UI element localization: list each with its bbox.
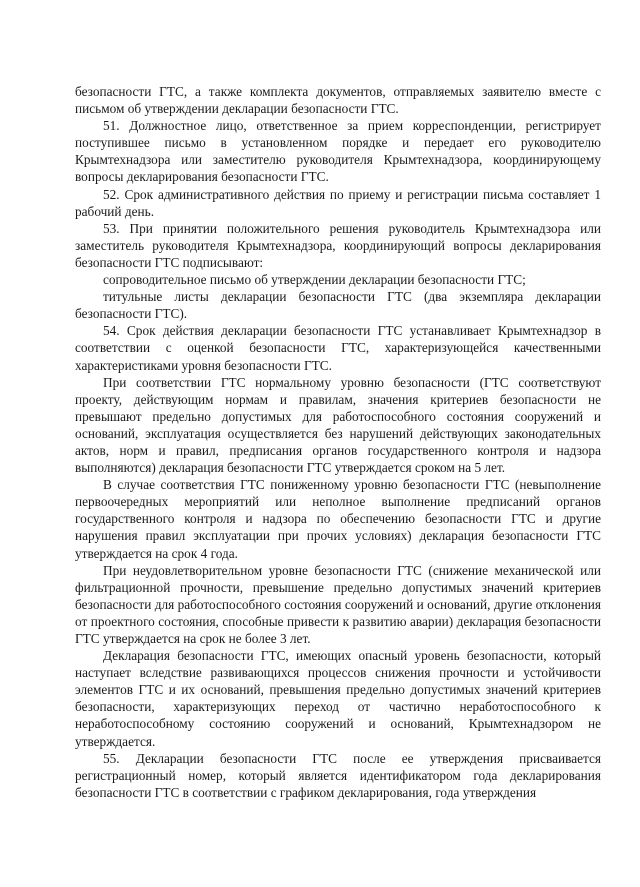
list-item-title-sheets: титульные листы декларации безопасности ГТС (два экземпляра декларации безопасности ГТС).	[75, 289, 601, 322]
paragraph-reduced-level: В случае соответствия ГТС пониженному уровню безопасности ГТС (невыполнение первоочередных мероприятий или неполное выполнение предписаний органов государственного контроля и надзора по обеспечению безопасности ГТС и другие нарушения правил эксплуатации при прочих условиях) декларация безопасности ГТС утверждается на срок 4 года.	[75, 477, 601, 561]
paragraph-53: 53. При принятии положительного решения руководитель Крымтехнадзора или заместитель руководителя Крымтехнадзора, координирующий вопросы декларирования безопасности ГТС подписывают:	[75, 220, 601, 270]
paragraph-51: 51. Должностное лицо, ответственное за прием корреспонденции, регистрирует поступившее письмо в установленном порядке и передает его руководителю Крымтехнадзора или заместителю руководителя Крымтехнадзора, координирующему вопросы декларирования безопасности ГТС.	[75, 118, 601, 185]
document-body	[75, 83, 601, 801]
paragraph-unsatisfactory-level: При неудовлетворительном уровне безопасности ГТС (снижение механической или фильтрационной прочности, превышение предельно допустимых значений критериев безопасности для работоспособного состояния сооружений и оснований, другие отклонения от проектного состояния, способные привести к развитию аварии) декларация безопасности ГТС утверждается на срок не более 3 лет.	[75, 562, 601, 646]
paragraph-54: 54. Срок действия декларации безопасности ГТС устанавливает Крымтехнадзор в соответствии с оценкой безопасности ГТС, характеризующейся качественными характеристиками уровня безопасности ГТС.	[75, 323, 601, 373]
paragraph-dangerous-level: Декларация безопасности ГТС, имеющих опасный уровень безопасности, который наступает вследствие развивающихся процессов снижения прочности и устойчивости элементов ГТС и их оснований, превышения предельно допустимых значений критериев безопасности, характеризующих переход от частично неработоспособного к неработоспособному состоянию сооружений и оснований, Крымтехнадзором не утверждается.	[75, 648, 601, 749]
paragraph-continuation: безопасности ГТС, а также комплекта документов, отправляемых заявителю вместе с письмом об утверждении декларации безопасности ГТС.	[75, 84, 601, 117]
list-item-cover-letter: сопроводительное письмо об утверждении декларации безопасности ГТС;	[103, 272, 526, 288]
paragraph-55: 55. Декларации безопасности ГТС после ее утверждения присваивается регистрационный номер, который является идентификатором года декларирования безопасности ГТС в соответствии с графиком декларирования, года утверждения	[75, 750, 601, 800]
paragraph-normal-level: При соответствии ГТС нормальному уровню безопасности (ГТС соответствуют проекту, действующим нормам и правилам, значения критериев безопасности не превышают предельно допустимых для работоспособного состояния сооружений и оснований, эксплуатация осуществляется без нарушений действующих законодательных актов, норм и правил, предписания органов государственного контроля и надзора выполняются) декларация безопасности ГТС утверждается сроком на 5 лет.	[75, 374, 601, 476]
paragraph-52: 52. Срок административного действия по приему и регистрации письма составляет 1 рабочий день.	[75, 186, 601, 219]
